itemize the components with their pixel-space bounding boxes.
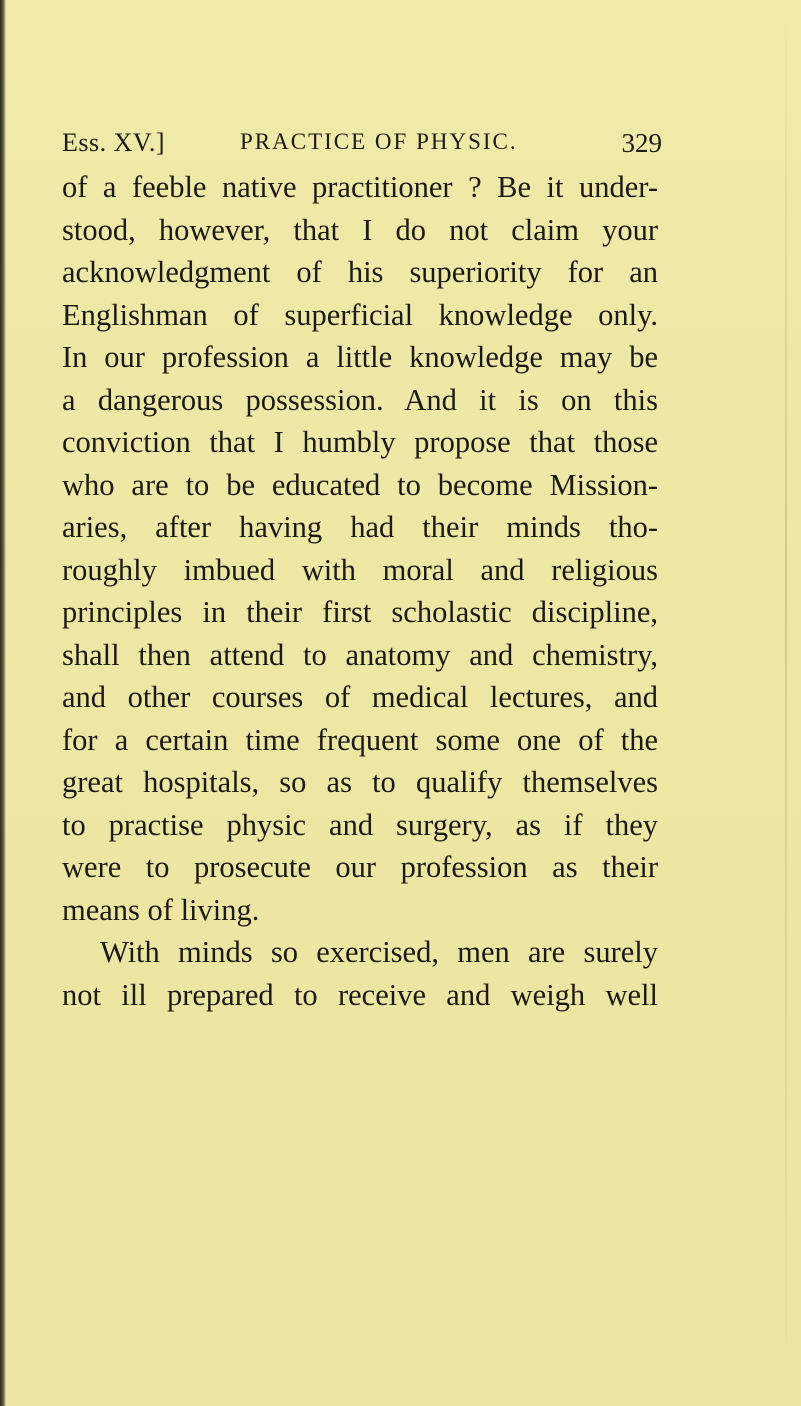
running-header bbox=[62, 128, 662, 168]
text-line: a dangerous possession. And it is on this bbox=[62, 382, 658, 417]
header-title: PRACTICE OF PHYSIC. bbox=[240, 129, 518, 154]
text-line: roughly imbued with moral and religious bbox=[62, 552, 658, 587]
body-text bbox=[62, 166, 658, 1016]
text-line: not ill prepared to receive and weigh well bbox=[62, 977, 658, 1012]
text-line: principles in their first scholastic discipline, bbox=[62, 595, 658, 629]
text-line: who are to be educated to become Mission- bbox=[62, 467, 658, 502]
text-line: stood, however, that I do not claim your bbox=[62, 212, 658, 247]
text-line: to practise physic and surgery, as if they bbox=[62, 807, 658, 842]
text-line: Englishman of superficial knowledge only. bbox=[62, 297, 658, 332]
text-line: were to prosecute our profession as their bbox=[62, 850, 658, 884]
text-line: and other courses of medical lectures, and bbox=[62, 680, 658, 714]
text-line: of a feeble native practitioner ? Be it under- bbox=[62, 170, 658, 204]
text-line: conviction that I humbly propose that those bbox=[62, 425, 658, 459]
header-section: Ess. XV.] bbox=[62, 128, 165, 157]
text-line: great hospitals, so as to qualify themselves bbox=[62, 765, 658, 799]
text-line: aries, after having had their minds tho- bbox=[62, 510, 658, 544]
text-line: With minds so exercised, men are surely bbox=[100, 935, 658, 969]
text-line: In our profession a little knowledge may be bbox=[62, 340, 658, 374]
text-line: shall then attend to anatomy and chemistry, bbox=[62, 637, 658, 672]
page-edge-shadow bbox=[785, 0, 787, 1406]
page-binding-edge bbox=[0, 0, 6, 1406]
text-line: for a certain time frequent some one of the bbox=[62, 722, 658, 757]
text-line: means of living. bbox=[62, 892, 260, 927]
page-number: 329 bbox=[621, 128, 662, 158]
text-line: acknowledgment of his superiority for an bbox=[62, 255, 658, 289]
